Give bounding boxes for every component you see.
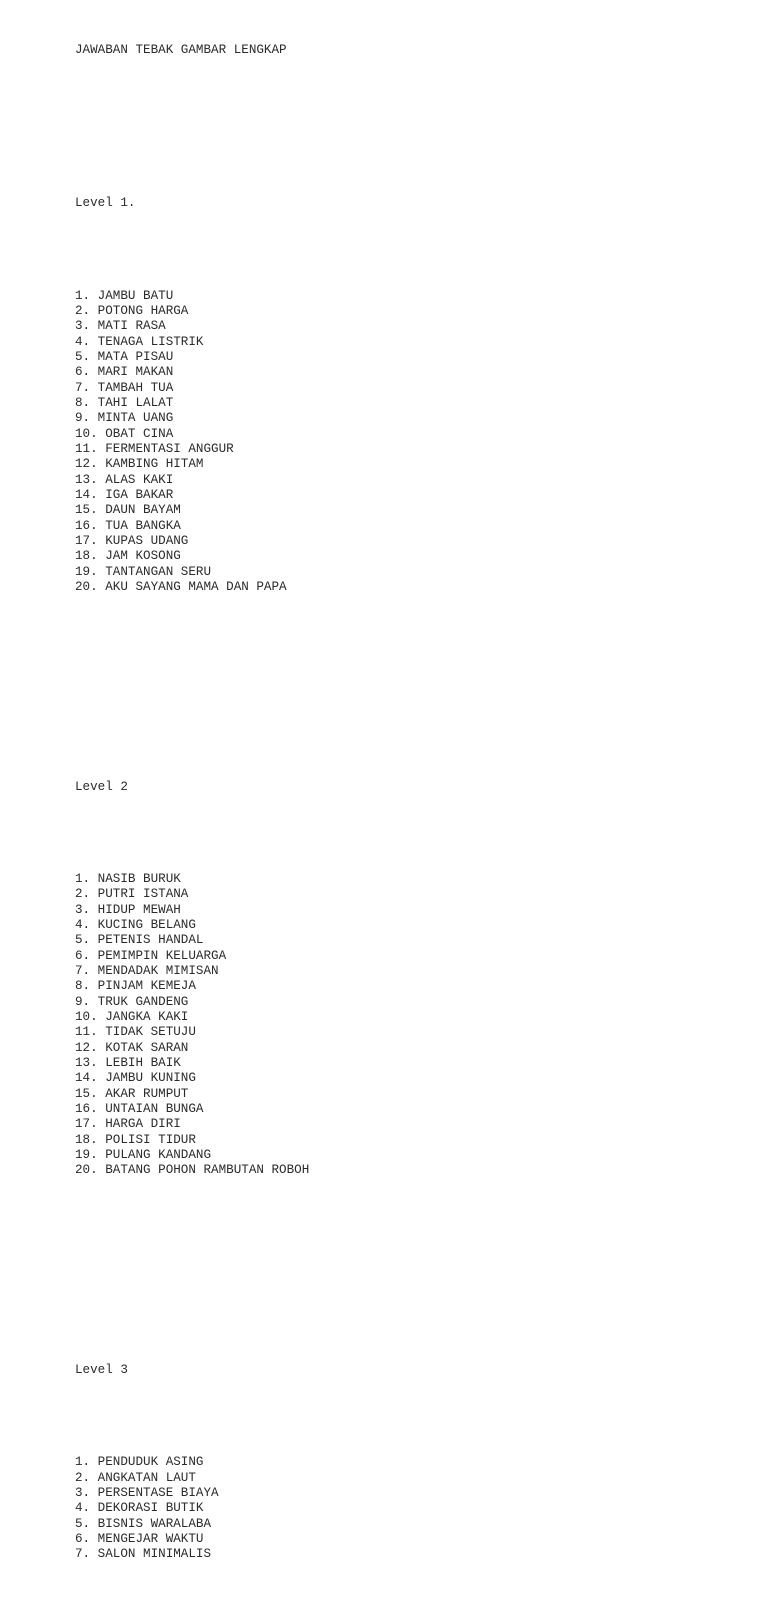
answer-item: 17. KUPAS UDANG bbox=[75, 534, 189, 548]
answer-item: 3. MATI RASA bbox=[75, 319, 166, 334]
answer-item: 5. PETENIS HANDAL bbox=[75, 933, 204, 948]
answer-item: 11. TIDAK SETUJU bbox=[75, 1025, 196, 1040]
spacer bbox=[75, 672, 309, 703]
answer-item: 11. FERMENTASI ANGGUR bbox=[75, 441, 234, 456]
document-title: JAWABAN TEBAK GAMBAR LENGKAP bbox=[75, 42, 287, 57]
answer-item: 16. TUA BANGKA bbox=[75, 518, 181, 533]
answer-item: 2. POTONG HARGA bbox=[75, 303, 189, 318]
answer-item: 7. SALON MINIMALIS bbox=[75, 1547, 212, 1562]
answer-item: 7. TAMBAH TUA bbox=[75, 380, 174, 395]
spacer bbox=[75, 1255, 309, 1286]
level-heading: Level 2 bbox=[75, 779, 128, 794]
answer-item: 10. OBAT CINA bbox=[75, 426, 174, 441]
answer-item: 1. JAMBU BATU bbox=[75, 288, 174, 303]
answer-item: 1. PENDUDUK ASING bbox=[75, 1455, 204, 1470]
answer-item: 1. NASIB BURUK bbox=[75, 871, 181, 886]
answer-item: 9. MINTA UANG bbox=[75, 411, 174, 426]
answer-item: 6. MENGEJAR WAKTU bbox=[75, 1531, 204, 1546]
spacer bbox=[75, 242, 309, 257]
answer-item: 8. TAHI LALAT bbox=[75, 395, 174, 410]
answer-item: 15. AKAR RUMPUT bbox=[75, 1086, 189, 1101]
answer-item: 12. KAMBING HITAM bbox=[75, 457, 204, 472]
answer-item: 19. TANTANGAN SERU bbox=[75, 564, 212, 579]
answer-item: 20. AKU SAYANG MAMA DAN PAPA bbox=[75, 580, 287, 595]
answer-item: 14. IGA BAKAR bbox=[75, 487, 174, 502]
answer-item: 16. UNTAIAN BUNGA bbox=[75, 1102, 204, 1117]
answer-item: 5. BISNIS WARALABA bbox=[75, 1516, 212, 1531]
level-section-3 bbox=[75, 1333, 309, 1594]
answer-item: 4. KUCING BELANG bbox=[75, 917, 196, 932]
answer-item: 2. PUTRI ISTANA bbox=[75, 887, 189, 902]
answer-item: 19. PULANG KANDANG bbox=[75, 1148, 212, 1163]
answer-item: 14. JAMBU KUNING bbox=[75, 1071, 196, 1086]
level-heading: Level 3 bbox=[75, 1363, 128, 1378]
answer-item: 6. PEMIMPIN KELUARGA bbox=[75, 948, 227, 963]
answer-item: 4. DEKORASI BUTIK bbox=[75, 1501, 204, 1516]
answer-item: 4. TENAGA LISTRIK bbox=[75, 334, 204, 349]
answer-list bbox=[75, 289, 309, 596]
answer-item: 20. BATANG POHON RAMBUTAN ROBOH bbox=[75, 1163, 310, 1178]
answer-item: 13. ALAS KAKI bbox=[75, 472, 174, 487]
answer-item: 3. HIDUP MEWAH bbox=[75, 902, 181, 917]
answer-item: 12. KOTAK SARAN bbox=[75, 1040, 189, 1055]
answer-item: 7. MENDADAK MIMISAN bbox=[75, 963, 219, 978]
answer-item: 8. PINJAM KEMEJA bbox=[75, 979, 196, 994]
level-heading: Level 1. bbox=[75, 196, 136, 211]
level-section-1 bbox=[75, 166, 309, 626]
level-section-2 bbox=[75, 749, 309, 1209]
answer-item: 15. DAUN BAYAM bbox=[75, 503, 181, 518]
answer-item: 18. POLISI TIDUR bbox=[75, 1132, 196, 1147]
answer-list bbox=[75, 1455, 309, 1562]
spacer bbox=[75, 89, 309, 120]
answer-list bbox=[75, 872, 309, 1179]
answer-item: 5. MATA PISAU bbox=[75, 349, 174, 364]
spacer bbox=[75, 826, 309, 841]
answer-item: 9. TRUK GANDENG bbox=[75, 994, 189, 1009]
answer-item: 13. LEBIH BAIK bbox=[75, 1056, 181, 1070]
spacer bbox=[75, 1409, 309, 1424]
document-page bbox=[75, 12, 309, 1609]
answer-item: 6. MARI MAKAN bbox=[75, 365, 174, 380]
answer-item: 3. PERSENTASE BIAYA bbox=[75, 1485, 219, 1500]
answer-item: 2. ANGKATAN LAUT bbox=[75, 1470, 196, 1485]
answer-item: 10. JANGKA KAKI bbox=[75, 1009, 189, 1024]
answer-item: 18. JAM KOSONG bbox=[75, 549, 181, 564]
answer-item: 17. HARGA DIRI bbox=[75, 1117, 181, 1132]
